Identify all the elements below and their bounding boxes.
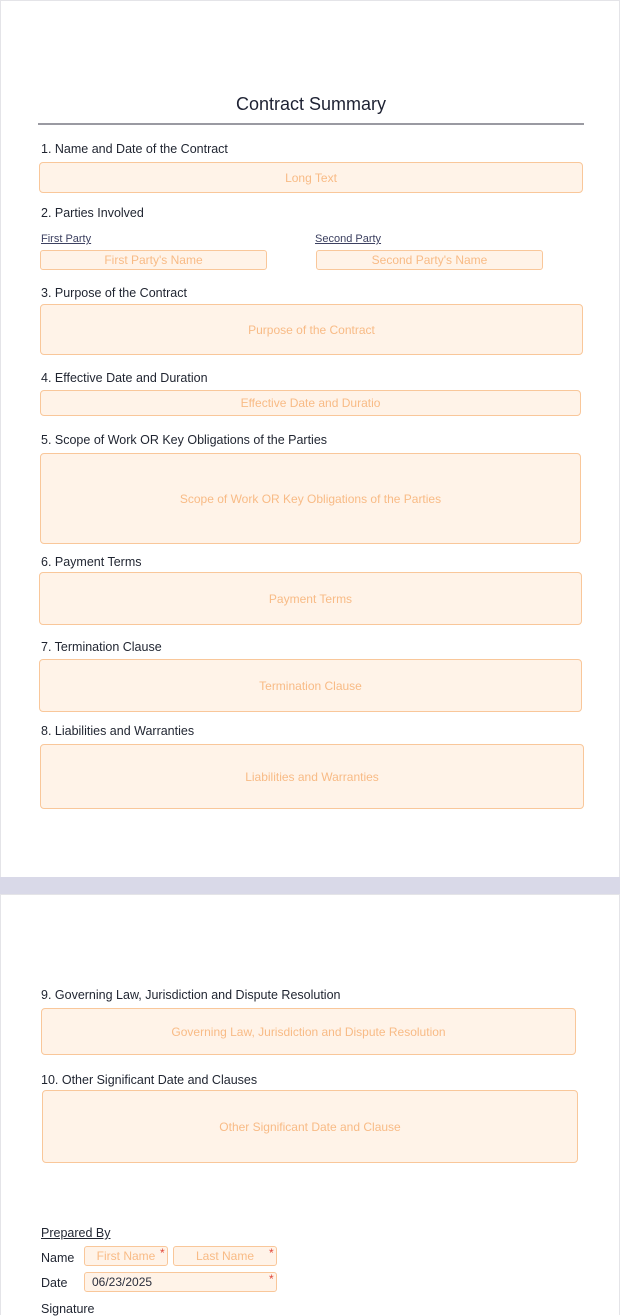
name-label: Name xyxy=(41,1251,75,1265)
question-5-label: 5. Scope of Work OR Key Obligations of the Parties xyxy=(41,433,328,447)
question-4-label: 4. Effective Date and Duration xyxy=(41,371,208,385)
governing-law-field[interactable]: Governing Law, Jurisdiction and Dispute Resolution xyxy=(41,1008,576,1055)
question-9-label: 9. Governing Law, Jurisdiction and Dispute Resolution xyxy=(41,988,341,1002)
question-7-label: 7. Termination Clause xyxy=(41,640,162,654)
document-title: Contract Summary xyxy=(235,94,387,114)
prepared-by-heading: Prepared By xyxy=(41,1226,111,1240)
payment-terms-field[interactable]: Payment Terms xyxy=(39,572,582,625)
second-party-label: Second Party xyxy=(315,233,382,245)
last-name-required-mark: * xyxy=(269,1246,274,1260)
other-dates-clauses-field[interactable]: Other Significant Date and Clause xyxy=(42,1090,578,1163)
question-10-label: 10. Other Significant Date and Clauses xyxy=(41,1073,258,1087)
question-3-label: 3. Purpose of the Contract xyxy=(41,286,187,300)
liabilities-warranties-field[interactable]: Liabilities and Warranties xyxy=(40,744,584,809)
first-party-label: First Party xyxy=(41,233,92,245)
scope-of-work-field[interactable]: Scope of Work OR Key Obligations of the Parties xyxy=(40,453,581,544)
date-field[interactable]: 06/23/2025 xyxy=(84,1272,277,1292)
date-required-mark: * xyxy=(269,1272,274,1286)
last-name-field[interactable]: Last Name xyxy=(173,1246,277,1266)
date-label: Date xyxy=(41,1276,68,1290)
page-separator xyxy=(0,877,620,894)
effective-date-duration-field[interactable]: Effective Date and Duratio xyxy=(40,390,581,416)
signature-label: Signature xyxy=(41,1302,95,1316)
question-8-label: 8. Liabilities and Warranties xyxy=(41,724,195,738)
first-party-name-field[interactable]: First Party's Name xyxy=(40,250,267,270)
purpose-field[interactable]: Purpose of the Contract xyxy=(40,304,583,355)
question-6-label: 6. Payment Terms xyxy=(41,555,142,569)
question-2-label: 2. Parties Involved xyxy=(41,206,144,220)
first-name-required-mark: * xyxy=(160,1246,165,1260)
question-1-label: 1. Name and Date of the Contract xyxy=(41,142,228,156)
contract-name-date-field[interactable]: Long Text xyxy=(39,162,583,193)
termination-clause-field[interactable]: Termination Clause xyxy=(39,659,582,712)
title-divider xyxy=(38,123,584,125)
first-name-field[interactable]: First Name xyxy=(84,1246,168,1266)
second-party-name-field[interactable]: Second Party's Name xyxy=(316,250,543,270)
